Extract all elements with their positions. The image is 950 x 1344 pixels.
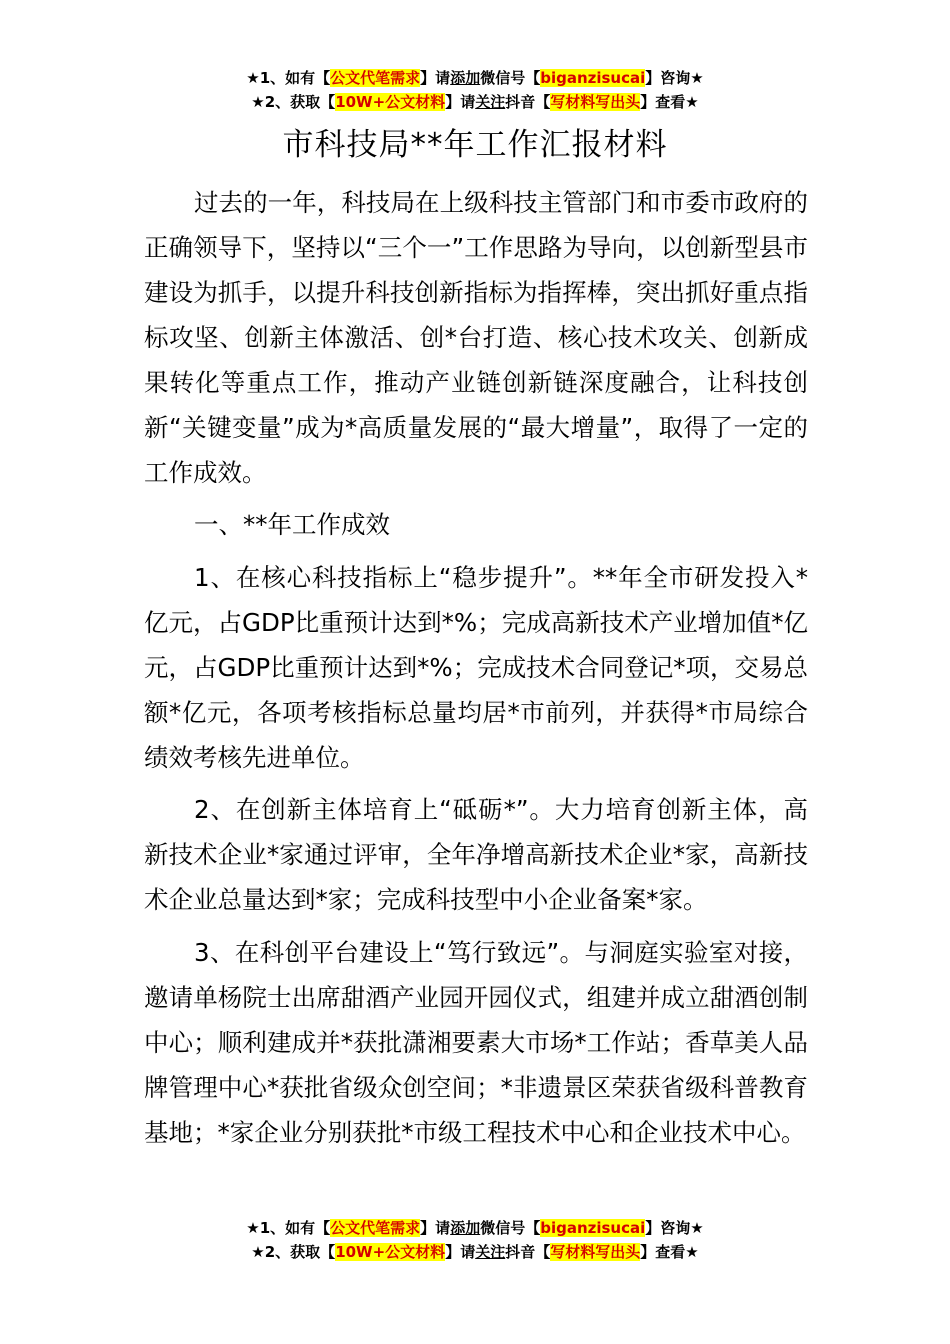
- item-paragraph-3: [144, 930, 808, 1155]
- item-text: 1、在核心科技指标上“稳步提升”。**年全市研发投入*亿元，占GDP比重预计达到*%；完成高新技术产业增加值*亿元，占GDP比重预计达到*%；完成技术合同登记*项，交易总额*亿元，各项考核指标总量均居*市前列，并获得*市局综合绩效考核先进单位。: [144, 563, 808, 772]
- promo-text: 】查看★: [640, 1243, 699, 1261]
- promo-douyin-id: 写材料写出头: [550, 93, 641, 111]
- promo-text: 抖音【: [505, 93, 551, 111]
- promo-underline: 关注: [475, 1243, 506, 1261]
- promo-line-1: [0, 1216, 950, 1240]
- section-heading: [144, 502, 808, 547]
- promo-text: 】查看★: [640, 93, 699, 111]
- promo-line-2: [0, 1240, 950, 1264]
- promo-text: 】咨询★: [645, 69, 704, 87]
- promo-banner-top: [0, 66, 950, 114]
- intro-text: 过去的一年，科技局在上级科技主管部门和市委市政府的正确领导下，坚持以“三个一”工作思路为导向，以创新型县市建设为抓手，以提升科技创新指标为指挥棒，突出抓好重点指标攻坚、创新主体激活、创*台打造、核心技术攻关、创新成果转化等重点工作，推动产业链创新链深度融合，让科技创新“关键变量”成为*高质量发展的“最大增量”，取得了一定的工作成效。: [144, 188, 808, 487]
- promo-text: ★2、获取【: [251, 93, 336, 111]
- promo-wechat-id: biganzisucai: [540, 1219, 646, 1237]
- promo-text: 】咨询★: [645, 1219, 704, 1237]
- promo-text: ★2、获取【: [251, 1243, 336, 1261]
- promo-highlight: 公文代笔需求: [330, 1219, 421, 1237]
- promo-underline: 添加: [450, 69, 481, 87]
- promo-text: 】请: [445, 93, 476, 111]
- section-heading-text: 一、**年工作成效: [194, 510, 390, 539]
- promo-banner-bottom: [0, 1216, 950, 1264]
- promo-highlight: 10W+公文材料: [335, 93, 446, 111]
- intro-paragraph: [144, 180, 808, 495]
- promo-underline: 添加: [450, 1219, 481, 1237]
- promo-wechat-id: biganzisucai: [540, 69, 646, 87]
- promo-text: 微信号【: [480, 1219, 541, 1237]
- item-text: 2、在创新主体培育上“砥砺*”。大力培育创新主体，高新技术企业*家通过评审，全年净增高新技术企业*家，高新技术企业总量达到*家；完成科技型中小企业备案*家。: [144, 795, 808, 914]
- promo-text: ★1、如有【: [246, 1219, 331, 1237]
- document-title: 市科技局**年工作汇报材料: [282, 127, 668, 163]
- promo-text: 】请: [420, 1219, 451, 1237]
- promo-highlight: 公文代笔需求: [330, 69, 421, 87]
- promo-text: 微信号【: [480, 69, 541, 87]
- promo-text: 】请: [420, 69, 451, 87]
- promo-text: 】请: [445, 1243, 476, 1261]
- promo-douyin-id: 写材料写出头: [550, 1243, 641, 1261]
- promo-text: ★1、如有【: [246, 69, 331, 87]
- item-text: 3、在科创平台建设上“笃行致远”。与洞庭实验室对接，邀请单杨院士出席甜酒产业园开园仪式，组建并成立甜酒创制中心；顺利建成并*获批潇湘要素大市场*工作站；香草美人品牌管理中心*获批省级众创空间；*非遗景区荣获省级科普教育基地；*家企业分别获批*市级工程技术中心和企业技术中心。: [144, 938, 808, 1147]
- promo-line-1: [0, 66, 950, 90]
- promo-underline: 关注: [475, 93, 506, 111]
- promo-text: 抖音【: [505, 1243, 551, 1261]
- promo-highlight: 10W+公文材料: [335, 1243, 446, 1261]
- item-paragraph-1: [144, 555, 808, 780]
- item-paragraph-2: [144, 787, 808, 922]
- promo-line-2: [0, 90, 950, 114]
